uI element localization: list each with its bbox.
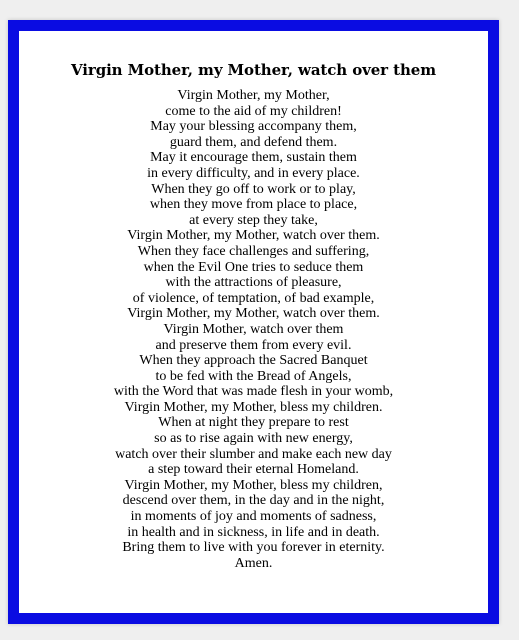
prayer-title: Virgin Mother, my Mother, watch over them <box>71 61 436 79</box>
prayer-line: May it encourage them, sustain them <box>150 150 357 166</box>
prayer-line: Virgin Mother, my Mother, watch over them. <box>127 228 380 244</box>
prayer-line: to be fed with the Bread of Angels, <box>155 368 352 384</box>
prayer-line: a step toward their eternal Homeland. <box>148 462 359 478</box>
prayer-line: when they move from place to place, <box>149 197 358 213</box>
prayer-line: and preserve them from every evil. <box>155 337 352 353</box>
prayer-line: Bring them to live with you forever in eternity. <box>122 540 385 556</box>
prayer-card <box>19 31 488 613</box>
prayer-line: at every step they take, <box>189 212 318 228</box>
prayer-line: watch over their slumber and make each new day <box>115 446 392 462</box>
prayer-line: in moments of joy and moments of sadness, <box>130 509 377 525</box>
prayer-line: when the Evil One tries to seduce them <box>143 259 364 275</box>
prayer-line: When at night they prepare to rest <box>158 415 349 431</box>
prayer-line: Amen. <box>234 555 273 571</box>
prayer-line: with the Word that was made flesh in your womb, <box>113 384 394 400</box>
prayer-line: When they approach the Sacred Banquet <box>139 353 368 369</box>
blue-border-frame <box>8 20 499 624</box>
prayer-line: come to the aid of my children! <box>165 103 342 119</box>
prayer-line: Virgin Mother, my Mother, watch over them. <box>127 306 380 322</box>
prayer-line: descend over them, in the day and in the night, <box>122 493 385 509</box>
prayer-line: in every difficulty, and in every place. <box>147 165 360 181</box>
prayer-line: Virgin Mother, my Mother, bless my children, <box>124 477 383 493</box>
prayer-line: so as to rise again with new energy, <box>154 431 353 447</box>
prayer-line: Virgin Mother, my Mother, bless my children. <box>124 399 383 415</box>
prayer-line: Virgin Mother, watch over them <box>163 321 344 337</box>
prayer-line: When they face challenges and suffering, <box>137 243 370 259</box>
prayer-text <box>19 88 488 571</box>
prayer-line: May your blessing accompany them, <box>150 119 357 135</box>
prayer-line: with the attractions of pleasure, <box>165 275 342 291</box>
prayer-line: in health and in sickness, in life and in death. <box>127 524 380 540</box>
prayer-line: When they go off to work or to play, <box>151 181 356 197</box>
prayer-line: guard them, and defend them. <box>169 134 338 150</box>
prayer-line: Virgin Mother, my Mother, <box>177 88 330 103</box>
prayer-line: of violence, of temptation, of bad example, <box>132 290 375 306</box>
